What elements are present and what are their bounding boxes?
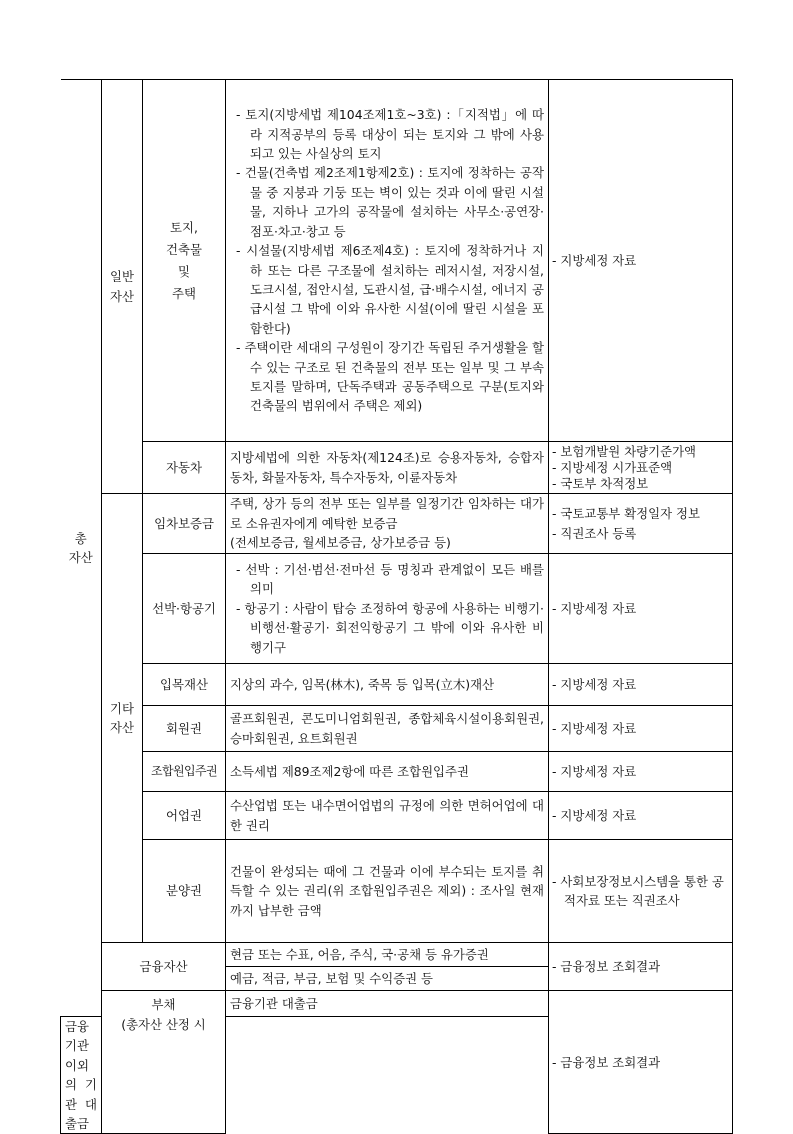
land-label: 토지, 건축물 및 주택 [143,80,226,442]
financial-source: - 금융정보 조회결과 [549,943,733,991]
deposit-source-2: - 직권조사 등록 [552,525,637,541]
presale-label: 분양권 [143,840,226,943]
row-presale [61,840,733,943]
land-item: - 토지(지방세법 제104조제1호~3호) :「지적법」에 따라 지적공부의 등록 대상이 되는 토지와 그 밖에 사용되고 있는 사실상의 토지 [236,107,544,162]
row-union [61,752,733,792]
deposit-desc-main: 주택, 상가 등의 전부 또는 일부를 일정기간 임차하는 대가로 소유권자에게 예탁한 보증금 [230,496,544,531]
union-desc: 소득세법 제89조제2항에 따른 조합원입주권 [226,752,549,792]
debt-desc-1: 금융기관 대출금 [226,991,549,1017]
aircraft-item: - 항공기 : 사람이 탑승 조정하여 항공에 사용하는 비행기·비행선·활공기· 회전익항공기 그 밖에 이와 유사한 비행기구 [236,600,544,655]
fishing-desc: 수산업법 또는 내수면어업법의 규정에 의한 면허어업에 대한 권리 [226,792,549,840]
row-deposit [61,494,733,554]
deposit-label: 임차보증금 [143,494,226,554]
building-item: - 건물(건축법 제2조제1항제2호) : 토지에 정착하는 공작물 중 지붕과 기둥 또는 벽이 있는 것과 이에 딸린 시설물, 지하나 고가의 공작물에 설치하는 사무소·공연장·점포·차고·창고 등 [236,165,544,239]
membership-label: 회원권 [143,706,226,752]
car-label: 자동차 [143,442,226,494]
car-desc: 지방세법에 의한 자동차(제124조)로 승용자동차, 승합자동차, 화물자동차, 특수자동차, 이륜자동차 [226,442,549,494]
land-desc [226,80,549,442]
deposit-desc [226,494,549,554]
row-membership [61,706,733,752]
ship-desc [226,554,549,664]
car-source-1: - 보험개발원 차량기준가액 [552,443,697,459]
car-source-3: - 국토부 차적정보 [552,475,649,491]
land-source: - 지방세정 자료 [549,80,733,442]
facility-item: - 시설물(지방세법 제6조제4호) : 토지에 정착하거나 지하 또는 다른 구조물에 설치하는 레저시설, 저장시설, 도크시설, 접안시설, 도관시설, 급·배수시설, 에너지 공급시설 그 밖에 이와 유사한 시설(이에 딸린 시설을 포함한다) [236,243,544,336]
total-assets-label: 총 자산 [61,80,102,1017]
financial-label: 금융자산 [102,943,226,991]
row-car [61,442,733,494]
asset-table [60,79,733,1134]
presale-desc: 건물이 완성되는 때에 그 건물과 이에 부수되는 토지를 취득할 수 있는 권리(위 조합원입주권은 제외) : 조사일 현재까지 납부한 금액 [226,840,549,943]
debt-desc-2: 금융기관이외의 기관 대출금 [61,1017,102,1134]
debt-label: 부채 (총자산 산정 시 [102,991,226,1134]
fishing-source: - 지방세정 자료 [549,792,733,840]
deposit-sources [549,494,733,554]
row-forest [61,664,733,706]
forest-desc: 지상의 과수, 임목(林木), 죽목 등 입목(立木)재산 [226,664,549,706]
financial-desc-2: 예금, 적금, 부금, 보험 및 수익증권 등 [226,967,549,991]
financial-desc-1: 현금 또는 수표, 어음, 주식, 국·공채 등 유가증권 [226,943,549,967]
forest-label: 입목재산 [143,664,226,706]
car-sources [549,442,733,494]
row-debt-1 [61,991,733,1017]
presale-source: - 사회보장정보시스템을 통한 공적자료 또는 직권조사 [549,840,733,943]
forest-source: - 지방세정 자료 [549,664,733,706]
ship-source: - 지방세정 자료 [549,554,733,664]
row-ship [61,554,733,664]
row-financial-1 [61,943,733,967]
row-fishing [61,792,733,840]
ship-item: - 선박 : 기선·범선·전마선 등 명칭과 관계없이 모든 배를 의미 [236,561,544,597]
membership-desc: 골프회원권, 콘도미니엄회원권, 종합체육시설이용회원권, 승마회원권, 요트회원권 [226,706,549,752]
ship-label: 선박·항공기 [143,554,226,664]
general-assets-label: 일반 자산 [102,80,143,494]
deposit-source-1: - 국토교통부 확정일자 정보 [552,506,700,522]
union-label: 조합원입주권 [143,752,226,792]
other-assets-label: 기타 자산 [102,494,143,943]
deposit-desc-examples: (전세보증금, 월세보증금, 상가보증금 등) [230,535,451,551]
housing-item: - 주택이란 세대의 구성원이 장기간 독립된 주거생활을 할 수 있는 구조로 된 건축물의 전부 또는 일부 및 그 부속 토지를 말하며, 단독주택과 공동주택으로 구분(토지와 건축물의 범위에서 주택은 제외) [236,340,544,414]
car-source-2: - 지방세정 시가표준액 [552,459,673,475]
row-land [61,80,733,442]
membership-source: - 지방세정 자료 [549,706,733,752]
union-source: - 지방세정 자료 [549,752,733,792]
debt-source: - 금융정보 조회결과 [549,991,733,1134]
fishing-label: 어업권 [143,792,226,840]
